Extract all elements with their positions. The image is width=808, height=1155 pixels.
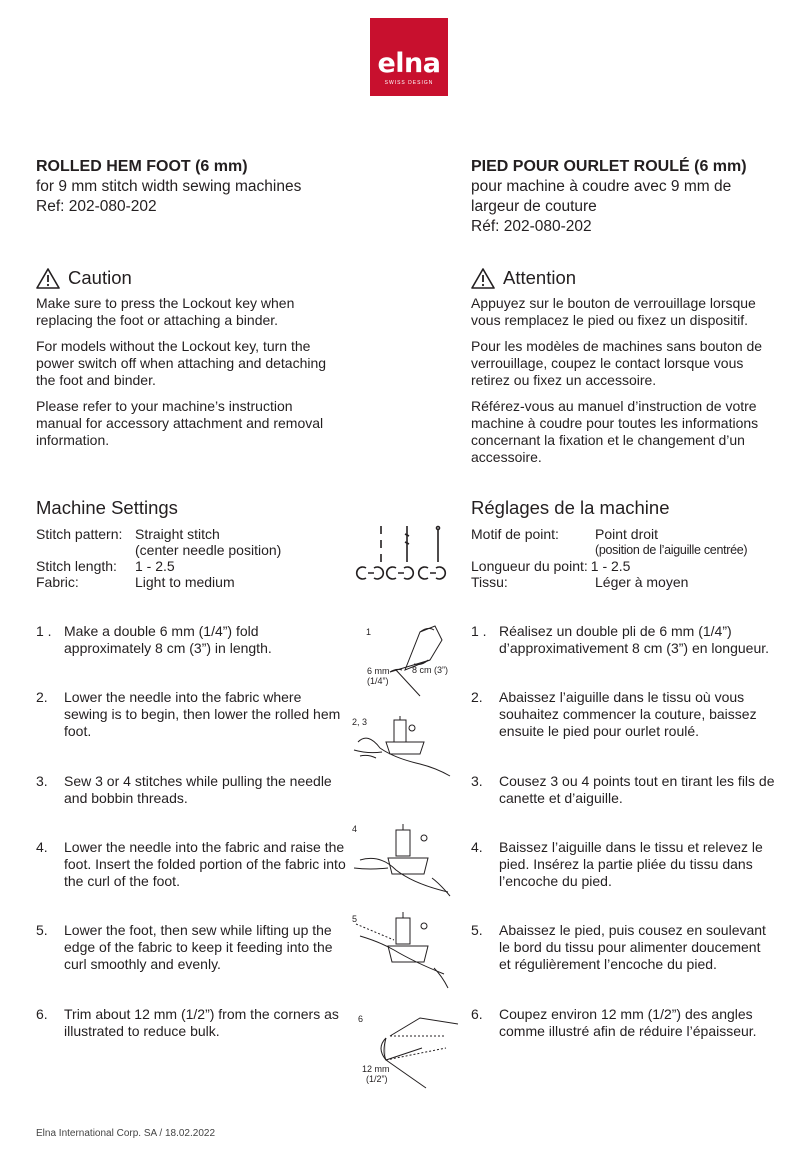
fr-step-text: Abaissez l’aiguille dans le tissu où vous souhaitez commencer la couture, baissez ensuite le pied pour ourlet roulé.	[499, 689, 757, 739]
en-settings	[36, 526, 346, 590]
en-step-num: 2.	[36, 689, 48, 705]
en-step-4	[36, 839, 346, 890]
footer: Elna International Corp. SA / 18.02.2022	[36, 1128, 216, 1139]
fr-settings-heading	[471, 497, 781, 519]
fr-pattern-note: (position de l’aiguille centrée)	[595, 543, 748, 557]
fr-pattern-value: Point droit	[595, 526, 659, 542]
en-step-5	[36, 922, 346, 973]
en-step-num: 6.	[36, 1006, 48, 1022]
fr-fabric-label: Tissu:	[471, 574, 508, 590]
en-step-text: Trim about 12 mm (1/2”) from the corners as illustrated to reduce bulk.	[64, 1006, 339, 1039]
fig23-label: 2, 3	[352, 717, 368, 727]
en-subtitle: for 9 mm stitch width sewing machines	[36, 178, 302, 195]
fr-step-3	[471, 773, 776, 807]
fr-pattern-label: Motif de point:	[471, 526, 559, 542]
en-length-value: 1 - 2.5	[135, 558, 175, 574]
en-step-2	[36, 689, 346, 740]
fr-step-text: Coupez environ 12 mm (1/2”) des angles comme illustré afin de réduire l’épaisseur.	[499, 1006, 757, 1039]
fig6-trim-in: (1/2”)	[366, 1074, 388, 1084]
stitch-pattern-icon	[352, 520, 452, 585]
fr-length-value: 1 - 2.5	[590, 558, 631, 574]
en-caution-p3: Please refer to your machine’s instruction manual for accessory attachment and removal information.	[36, 398, 324, 448]
en-step-num: 1 .	[36, 623, 52, 639]
sew-hem-illustration	[350, 912, 462, 994]
en-step-text: Lower the needle into the fabric and raise the foot. Insert the folded portion of the fabric into the curl of the foot.	[64, 839, 346, 889]
fig5-label: 5	[352, 914, 358, 924]
en-step-1	[36, 623, 346, 657]
en-step-text: Make a double 6 mm (1/4”) fold approximately 8 cm (3”) in length.	[64, 623, 272, 656]
fr-step-num: 1 .	[471, 623, 487, 639]
fr-step-4	[471, 839, 776, 890]
lower-foot-illustration	[350, 712, 462, 782]
fr-step-num: 6.	[471, 1006, 483, 1022]
fig6-trim: 12 mm	[362, 1064, 390, 1074]
fr-caution-p1: Appuyez sur le bouton de verrouillage lorsque vous remplacez le pied ou fixez un dispositif.	[471, 295, 756, 328]
fr-ref: Réf: 202-080-202	[471, 218, 592, 235]
trim-corner-illustration	[350, 1010, 462, 1092]
logo-tagline: SWISS DESIGN	[384, 80, 434, 86]
en-step-num: 3.	[36, 773, 48, 789]
fr-title: PIED POUR OURLET ROULÉ (6 mm)	[471, 158, 747, 175]
fr-step-num: 3.	[471, 773, 483, 789]
fr-caution-text	[471, 295, 771, 466]
fig1-length: 8 cm (3”)	[412, 665, 448, 675]
en-header	[36, 157, 346, 217]
fr-settings	[471, 526, 771, 590]
en-caution-title: Caution	[68, 267, 132, 288]
en-step-num: 4.	[36, 839, 48, 855]
en-caution-heading	[36, 267, 346, 289]
fr-step-2	[471, 689, 776, 740]
en-step-6	[36, 1006, 346, 1040]
en-caution-text	[36, 295, 336, 449]
en-ref: Ref: 202-080-202	[36, 198, 157, 215]
fr-subtitle: pour machine à coudre avec 9 mm de largeur de couture	[471, 178, 732, 215]
en-fabric-value: Light to medium	[135, 574, 235, 590]
logo-word: elna	[377, 48, 441, 79]
fr-step-num: 5.	[471, 922, 483, 938]
en-pattern-value: Straight stitch	[135, 526, 220, 542]
en-pattern-label: Stitch pattern:	[36, 526, 123, 542]
fr-step-text: Cousez 3 ou 4 points tout en tirant les fils de canette et d’aiguille.	[499, 773, 775, 806]
fr-step-num: 4.	[471, 839, 483, 855]
en-length-label: Stitch length:	[36, 558, 117, 574]
en-step-text: Lower the foot, then sew while lifting up the edge of the fabric to keep it feeding into the curl smoothly and evenly.	[64, 922, 333, 972]
fr-settings-title: Réglages de la machine	[471, 497, 670, 518]
fig1-label: 1	[366, 627, 372, 637]
fr-step-text: Baissez l’aiguille dans le tissu et relevez le pied. Insérez la partie pliée du tissu dans l’encoche du pied.	[499, 839, 763, 889]
fr-caution-p2: Pour les modèles de machines sans bouton de verrouillage, coupez le contact lorsque vous retirez ou fixez un accessoire.	[471, 338, 763, 388]
fr-length-label: Longueur du point:	[471, 558, 588, 574]
insert-fabric-illustration	[350, 822, 462, 902]
en-pattern-note: (center needle position)	[135, 542, 282, 558]
fold-fabric-illustration	[350, 622, 462, 700]
fr-step-5	[471, 922, 776, 973]
elna-logo	[370, 18, 448, 96]
fr-step-text: Réalisez un double pli de 6 mm (1/4”) d’approximativement 8 cm (3”) en longueur.	[499, 623, 770, 656]
fr-step-1	[471, 623, 776, 657]
fr-caution-heading	[471, 267, 781, 289]
fr-step-num: 2.	[471, 689, 483, 705]
warning-icon	[36, 268, 60, 289]
fr-caution-p3: Référez-vous au manuel d’instruction de votre machine à coudre pour toutes les informations concernant la fixation et le changement d’un accessoire.	[471, 398, 759, 465]
fig1-fold: 6 mm	[367, 666, 390, 676]
en-step-text: Lower the needle into the fabric where sewing is to begin, then lower the rolled hem foot.	[64, 689, 341, 739]
fig6-label: 6	[358, 1014, 364, 1024]
en-title: ROLLED HEM FOOT (6 mm)	[36, 158, 248, 175]
en-settings-heading	[36, 497, 346, 519]
en-settings-title: Machine Settings	[36, 497, 178, 518]
en-caution-p1: Make sure to press the Lockout key when replacing the foot or attaching a binder.	[36, 295, 295, 328]
fr-step-6	[471, 1006, 776, 1040]
en-caution-p2: For models without the Lockout key, turn the power switch off when attaching and detaching the foot and binder.	[36, 338, 327, 388]
fig1-fold-in: (1/4”)	[367, 676, 389, 686]
en-step-text: Sew 3 or 4 stitches while pulling the needle and bobbin threads.	[64, 773, 332, 806]
en-step-3	[36, 773, 346, 807]
fr-fabric-value: Léger à moyen	[595, 574, 689, 590]
warning-icon	[471, 268, 495, 289]
fr-step-text: Abaissez le pied, puis cousez en soulevant le bord du tissu pour alimenter doucement et régulièrement l’encoche du pied.	[499, 922, 766, 972]
fig4-label: 4	[352, 824, 358, 834]
en-fabric-label: Fabric:	[36, 574, 79, 590]
fr-header	[471, 157, 781, 237]
en-step-num: 5.	[36, 922, 48, 938]
fr-caution-title: Attention	[503, 267, 577, 288]
